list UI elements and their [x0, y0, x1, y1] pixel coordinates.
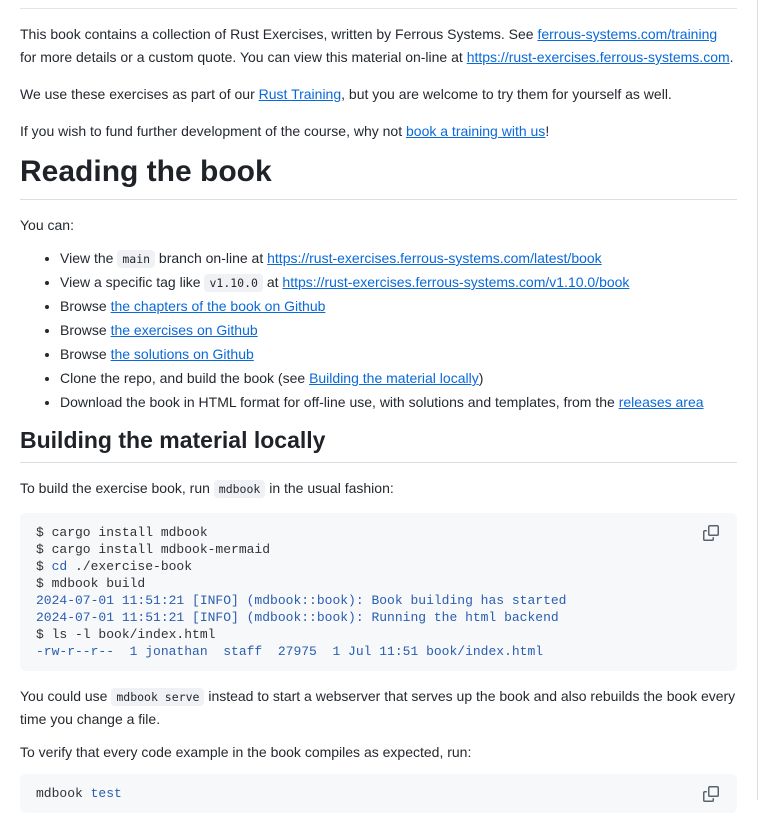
reading-lead-text: You can:: [20, 217, 74, 233]
text: .: [729, 49, 734, 65]
link-rust-training[interactable]: Rust Training: [258, 86, 342, 102]
intro-paragraph-2: [20, 83, 737, 106]
code-line: 2024-07-01 11:51:21 [INFO] (mdbook::book): Running the html backend: [36, 610, 559, 625]
top-divider: [20, 8, 737, 9]
link-solutions-on-github[interactable]: the solutions on Github: [110, 346, 254, 362]
list-item-view-tag: [60, 271, 737, 294]
list-item-browse-chapters: [60, 295, 737, 318]
heading-building-material-locally: Building the material locally: [20, 426, 737, 463]
copy-icon: [703, 525, 719, 541]
text: ): [478, 370, 484, 386]
code-line: $ cargo install mdbook-mermaid: [36, 542, 271, 557]
list-item-browse-solutions: [60, 343, 737, 366]
link-chapters-on-github[interactable]: the chapters of the book on Github: [110, 298, 326, 314]
content-right-border: [757, 0, 758, 800]
text: To build the exercise book, run: [20, 480, 214, 496]
list-item-view-main: [60, 247, 737, 270]
code-block-content: [20, 513, 737, 671]
code-block-content: [20, 774, 737, 813]
text: View a specific tag like: [60, 274, 205, 290]
code-line: $ cd ./exercise-book: [36, 559, 193, 574]
serve-hint-text: [20, 685, 737, 731]
code-block-build-session: [20, 513, 737, 671]
copy-code-button[interactable]: [697, 519, 725, 547]
heading-reading-the-book: Reading the book: [20, 153, 737, 200]
link-exercises-on-github[interactable]: the exercises on Github: [110, 322, 258, 338]
link-book-a-training[interactable]: book a training with us: [406, 123, 546, 139]
inline-code-mdbook-serve: mdbook serve: [111, 688, 204, 706]
inline-code-mdbook: mdbook: [214, 480, 266, 498]
text: Browse: [60, 322, 111, 338]
reading-options-list: [20, 247, 737, 414]
text: We use these exercises as part of our: [20, 86, 259, 102]
link-ferrous-training[interactable]: ferrous-systems.com/training: [537, 26, 718, 42]
text: at: [262, 274, 283, 290]
code-line: $ ls -l book/index.html: [36, 627, 216, 642]
code-line: -rw-r--r-- 1 jonathan staff 27975 1 Jul 11:51 book/index.html: [36, 644, 544, 659]
text: You could use: [20, 688, 112, 704]
inline-code-v1-10-0: v1.10.0: [204, 274, 262, 292]
code-line: $ mdbook build: [36, 576, 146, 591]
code-block-test-command: [20, 774, 737, 813]
text: !: [545, 123, 550, 139]
list-item-clone-repo: [60, 367, 737, 390]
text: Clone the repo, and build the book (see: [60, 370, 310, 386]
build-instructions-text: [20, 477, 737, 500]
text: Browse: [60, 298, 111, 314]
text: Browse: [60, 346, 111, 362]
list-item-download-html: [60, 391, 737, 414]
text: View the: [60, 250, 118, 266]
code-line: 2024-07-01 11:51:21 [INFO] (mdbook::book): Book building has started: [36, 593, 567, 608]
link-v1-10-0-book[interactable]: https://rust-exercises.ferrous-systems.com/v1.10.0/book: [282, 274, 630, 290]
test-instructions-text: To verify that every code example in the book compiles as expected, run:: [20, 744, 472, 760]
text: If you wish to fund further development of the course, why not: [20, 123, 406, 139]
link-building-locally-anchor[interactable]: Building the material locally: [309, 370, 479, 386]
text: instead to start a webserver that serves up the book and also rebuilds the book every time you change a file.: [20, 688, 736, 727]
list-item-browse-exercises: [60, 319, 737, 342]
code-line: $ cargo install mdbook: [36, 525, 208, 540]
text: Download the book in HTML format for off-line use, with solutions and templates, from the: [60, 394, 619, 410]
intro-paragraph-3: [20, 120, 737, 143]
link-rust-exercises-site[interactable]: https://rust-exercises.ferrous-systems.com: [466, 49, 730, 65]
code-line: mdbook test: [36, 786, 122, 801]
text: This book contains a collection of Rust Exercises, written by Ferrous Systems. See: [20, 26, 538, 42]
copy-code-button[interactable]: [697, 780, 725, 808]
readme-article: [0, 8, 762, 813]
intro-paragraph-1: [20, 23, 737, 69]
text: branch on-line at: [155, 250, 268, 266]
link-releases-area[interactable]: releases area: [618, 394, 704, 410]
link-latest-book[interactable]: https://rust-exercises.ferrous-systems.com/latest/book: [267, 250, 602, 266]
text: in the usual fashion:: [265, 480, 394, 496]
inline-code-main: main: [117, 250, 155, 268]
text: for more details or a custom quote. You can view this material on-line at: [20, 49, 467, 65]
text: , but you are welcome to try them for yourself as well.: [341, 86, 672, 102]
